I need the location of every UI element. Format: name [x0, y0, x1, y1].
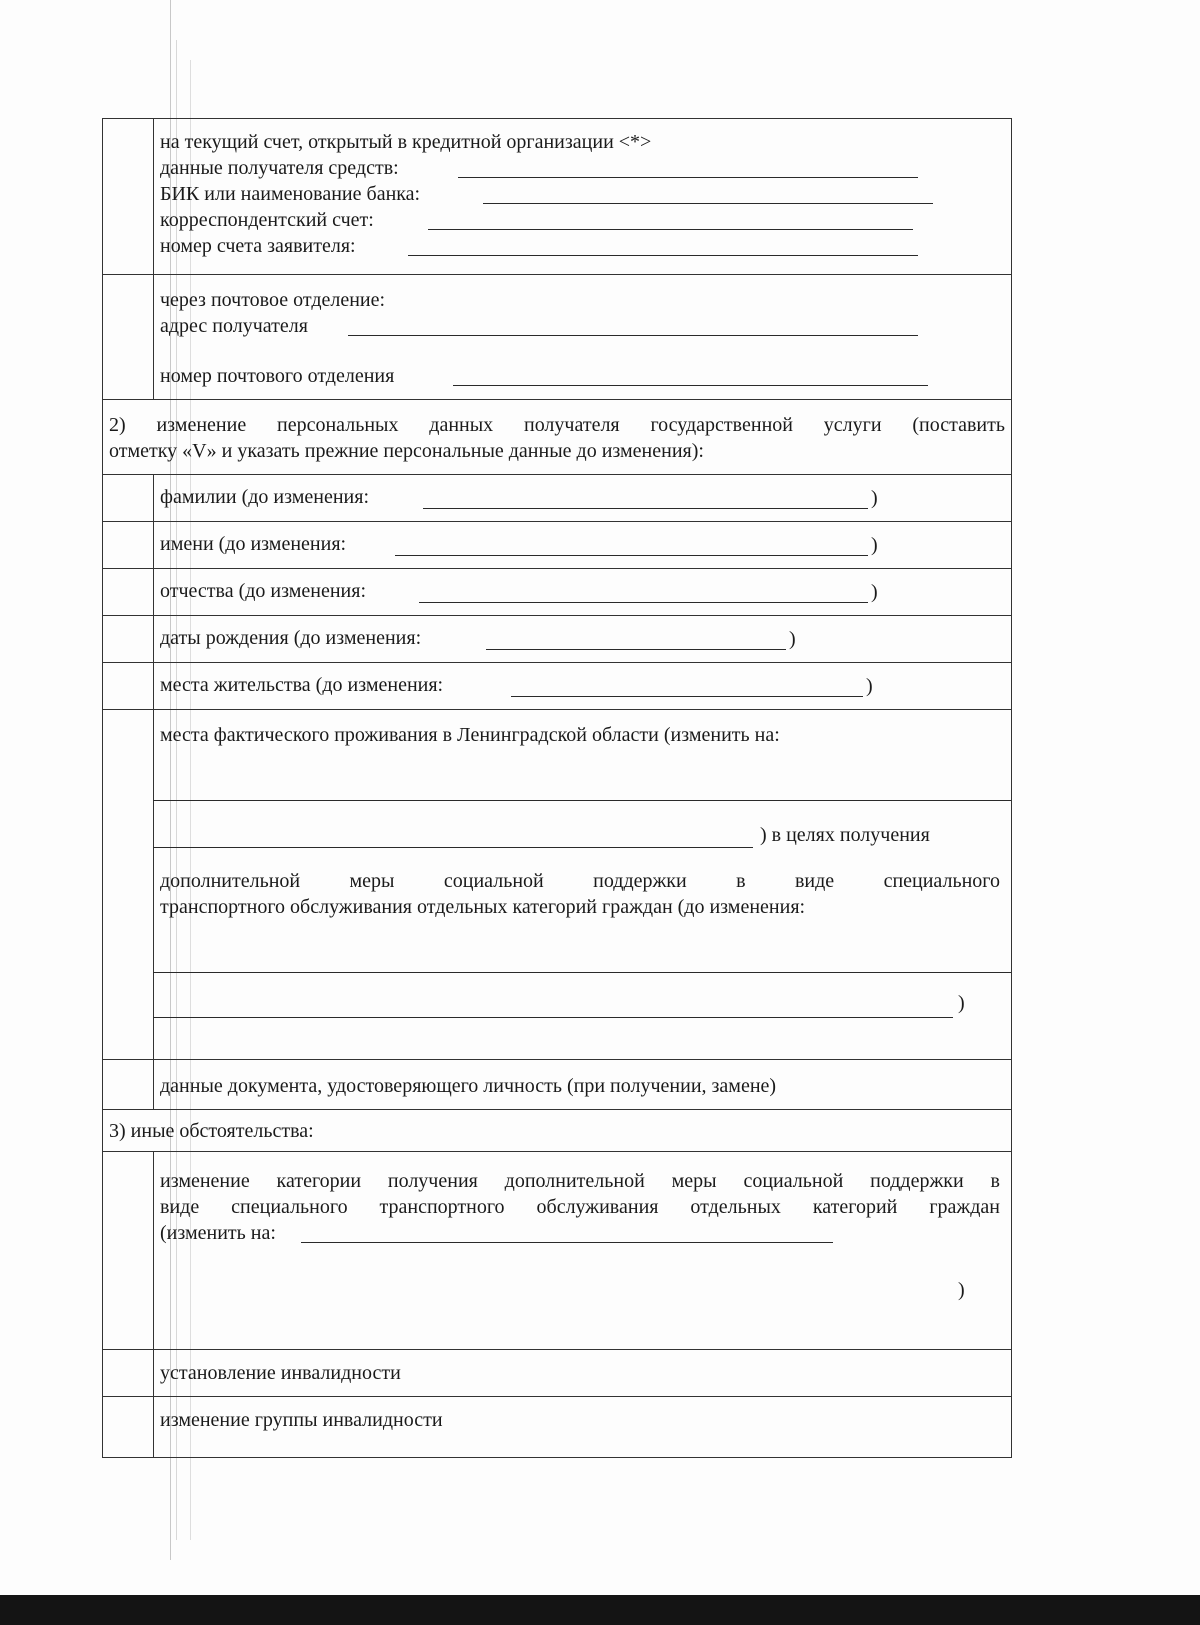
row-category-change — [103, 1151, 1011, 1349]
checkbox-column[interactable] — [153, 275, 154, 399]
closing-paren: ) — [958, 1279, 965, 1301]
birth-date-label: даты рождения (до изменения: — [160, 627, 422, 649]
actual-residence-label: места фактического проживания в Ленинградской области (изменить на: — [160, 724, 780, 746]
residence-label: места жительства (до изменения: — [160, 674, 444, 696]
row-disability-set — [103, 1349, 1011, 1396]
section3-title: 3) иные обстоятельства: — [109, 1120, 314, 1142]
actual-residence-field-1[interactable] — [153, 800, 1011, 801]
row-section3-title — [103, 1109, 1011, 1151]
name-field[interactable] — [395, 555, 868, 556]
bik-label: БИК или наименование банка: — [160, 183, 421, 205]
recipient-data-label: данные получателя средств: — [160, 157, 399, 179]
corr-account-label: корреспондентский счет: — [160, 209, 374, 231]
row-post-office — [103, 274, 1011, 399]
checkbox-column[interactable] — [153, 1350, 154, 1396]
category-new-field[interactable] — [301, 1242, 833, 1243]
row-disability-group — [103, 1396, 1011, 1457]
scan-bottom-edge — [0, 1595, 1200, 1625]
patronymic-label: отчества (до изменения: — [160, 580, 367, 602]
checkbox-column[interactable] — [153, 569, 154, 615]
surname-label: фамилии (до изменения: — [160, 486, 370, 508]
patronymic-field[interactable] — [419, 602, 868, 603]
row-bank-account — [103, 119, 1011, 274]
closing-paren: ) — [789, 628, 796, 650]
checkbox-column[interactable] — [153, 710, 154, 1059]
category-line1: изменение категории получения дополнительной меры социальной поддержки в — [160, 1170, 1000, 1192]
checkbox-column[interactable] — [153, 1060, 154, 1109]
checkbox-column[interactable] — [153, 1397, 154, 1457]
disability-group-label: изменение группы инвалидности — [160, 1409, 443, 1431]
checkbox-column[interactable] — [153, 475, 154, 521]
row-actual-residence — [103, 709, 1011, 1059]
closing-paren: ) — [866, 675, 873, 697]
checkbox-column[interactable] — [153, 1152, 154, 1349]
surname-field[interactable] — [423, 508, 868, 509]
account-title: на текущий счет, открытый в кредитной организации <*> — [160, 131, 652, 153]
closing-paren: ) — [958, 992, 965, 1014]
row-surname — [103, 474, 1011, 521]
post-office-label: номер почтового отделения — [160, 365, 395, 387]
application-form-table — [102, 118, 1012, 1458]
row-name — [103, 521, 1011, 568]
actual-residence-field-2[interactable] — [153, 847, 753, 848]
measure-line2: транспортного обслуживания отдельных категорий граждан (до изменения: — [160, 896, 806, 918]
residence-field[interactable] — [511, 696, 863, 697]
checkbox-column[interactable] — [153, 119, 154, 274]
name-label: имени (до изменения: — [160, 533, 347, 555]
birth-date-field[interactable] — [486, 649, 786, 650]
post-office-field[interactable] — [453, 385, 928, 386]
previous-residence-field-1[interactable] — [153, 972, 1011, 973]
row-birth-date — [103, 615, 1011, 662]
category-line2: виде специального транспортного обслуживания отдельных категорий граждан — [160, 1196, 1000, 1218]
closing-paren: ) — [871, 581, 878, 603]
checkbox-column[interactable] — [153, 616, 154, 662]
account-number-label: номер счета заявителя: — [160, 235, 356, 257]
row-section2-title — [103, 399, 1011, 474]
previous-residence-field-2[interactable] — [153, 1017, 953, 1018]
category-line3: (изменить на: — [160, 1222, 276, 1244]
measure-line1: дополнительной меры социальной поддержки в виде специального — [160, 870, 1000, 892]
section2-title-line1: 2) изменение персональных данных получателя государственной услуги (поставить — [109, 414, 1005, 436]
row-patronymic — [103, 568, 1011, 615]
disability-set-label: установление инвалидности — [160, 1362, 401, 1384]
purpose-text: ) в целях получения — [760, 824, 930, 846]
recipient-data-field[interactable] — [458, 177, 918, 178]
post-address-label: адрес получателя — [160, 315, 308, 337]
account-number-field[interactable] — [408, 255, 918, 256]
row-identity-doc — [103, 1059, 1011, 1109]
checkbox-column[interactable] — [153, 522, 154, 568]
corr-account-field[interactable] — [428, 229, 913, 230]
checkbox-column[interactable] — [153, 663, 154, 709]
closing-paren: ) — [871, 487, 878, 509]
identity-doc-label: данные документа, удостоверяющего личность (при получении, замене) — [160, 1075, 777, 1097]
post-address-field[interactable] — [348, 335, 918, 336]
bik-field[interactable] — [483, 203, 933, 204]
section2-title-line2: отметку «V» и указать прежние персональные данные до изменения): — [109, 440, 704, 462]
closing-paren: ) — [871, 534, 878, 556]
row-residence — [103, 662, 1011, 709]
post-title: через почтовое отделение: — [160, 289, 386, 311]
